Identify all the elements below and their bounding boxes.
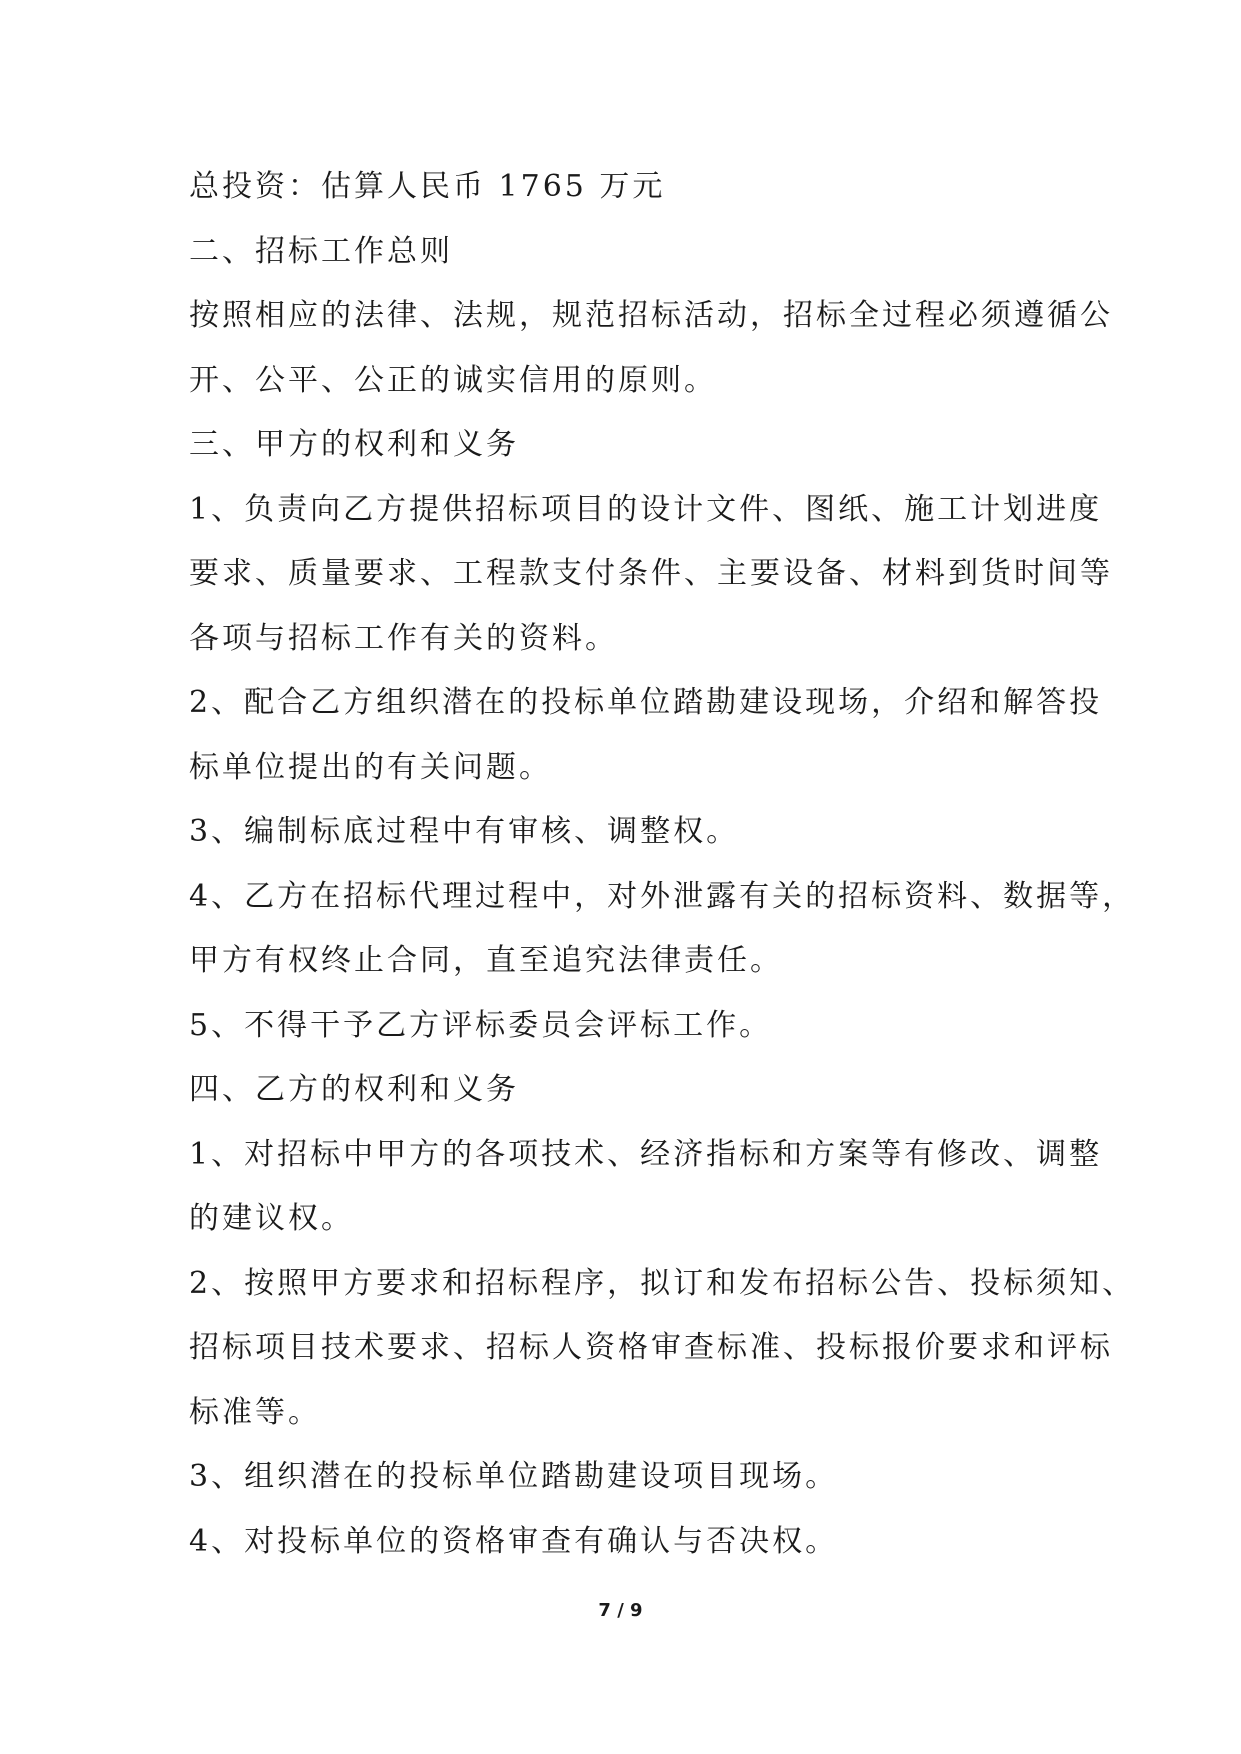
text-line: 4、乙方在招标代理过程中，对外泄露有关的招标资料、数据等，: [189, 878, 1136, 914]
text-line: 3、组织潜在的投标单位踏勘建设项目现场。: [189, 1459, 839, 1494]
text-line: 总投资：估算人民币 1765 万元: [189, 169, 666, 204]
text-line: 的建议权。: [189, 1201, 354, 1236]
text-line: 要求、质量要求、工程款支付条件、主要设备、材料到货时间等: [189, 556, 1113, 591]
text-line: 3、编制标底过程中有审核、调整权。: [189, 814, 740, 849]
text-line: 按照相应的法律、法规，规范招标活动，招标全过程必须遵循公: [189, 298, 1113, 333]
section-heading: 四、乙方的权利和义务: [189, 1072, 519, 1107]
text-line: 甲方有权终止合同，直至追究法律责任。: [189, 943, 783, 978]
section-heading: 二、招标工作总则: [189, 233, 453, 269]
text-line: 2、按照甲方要求和招标程序，拟订和发布招标公告、投标须知、: [189, 1265, 1136, 1301]
text-line: 招标项目技术要求、招标人资格审查标准、投标报价要求和评标: [189, 1330, 1113, 1365]
text-line: 标准等。: [189, 1394, 321, 1430]
text-line: 1、负责向乙方提供招标项目的设计文件、图纸、施工计划进度: [189, 491, 1103, 527]
text-line: 各项与招标工作有关的资料。: [189, 620, 618, 656]
text-line: 1、对招标中甲方的各项技术、经济指标和方案等有修改、调整: [189, 1136, 1103, 1172]
text-line: 标单位提出的有关问题。: [189, 749, 552, 785]
text-line: 5、不得干予乙方评标委员会评标工作。: [189, 1007, 773, 1043]
text-line: 2、配合乙方组织潜在的投标单位踏勘建设现场，介绍和解答投: [189, 685, 1103, 720]
page-number: 7 / 9: [598, 1600, 643, 1621]
section-heading: 三、甲方的权利和义务: [189, 427, 519, 462]
document-body: [189, 155, 1136, 1574]
text-line: 开、公平、公正的诚实信用的原则。: [189, 362, 717, 398]
text-line: 4、对投标单位的资格审查有确认与否决权。: [189, 1523, 839, 1559]
